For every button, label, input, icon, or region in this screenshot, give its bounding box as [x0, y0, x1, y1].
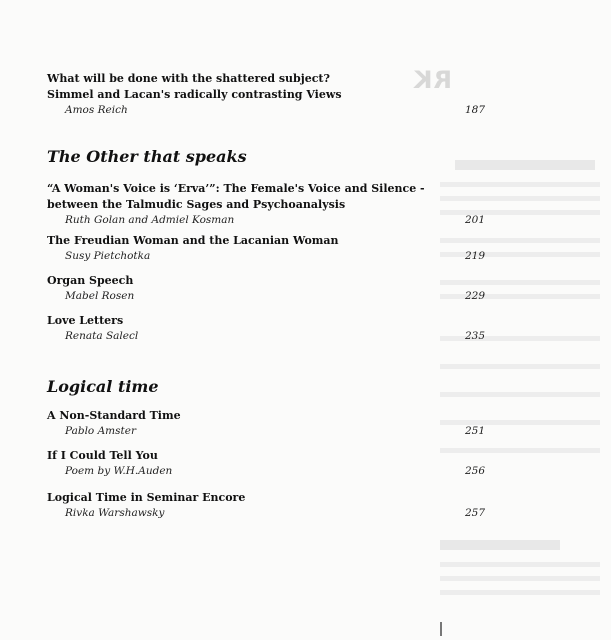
show-through-block — [440, 280, 600, 285]
entry-page-number: 235 — [464, 330, 485, 342]
show-through-block — [440, 540, 560, 550]
show-through-block — [440, 364, 600, 369]
entry-page-number: 229 — [464, 290, 485, 302]
entry-title: A Non-Standard Time — [47, 409, 181, 422]
toc-entry — [47, 490, 485, 520]
entry-page-number: 201 — [464, 214, 485, 226]
entry-title: What will be done with the shattered subject? Simmel and Lacan's radically contrasting Views — [47, 72, 342, 101]
toc-entry — [47, 71, 485, 117]
entry-page-number: 251 — [464, 425, 485, 437]
page-edge-mark — [440, 622, 442, 636]
show-through-block — [440, 576, 600, 581]
entry-page-number: 256 — [464, 465, 485, 477]
entry-author: Amos Reich — [65, 104, 128, 116]
show-through-block — [440, 562, 600, 567]
entry-author: Poem by W.H.Auden — [65, 465, 173, 477]
show-through-block — [440, 448, 600, 453]
section-heading: The Other that speaks — [47, 147, 247, 166]
toc-entry — [47, 273, 485, 303]
toc-entry — [47, 408, 485, 438]
entry-title: If I Could Tell You — [47, 449, 158, 462]
entry-author: Rivka Warshawsky — [65, 507, 165, 519]
entry-title: The Freudian Woman and the Lacanian Woman — [47, 234, 339, 247]
toc-entry — [47, 448, 485, 478]
entry-page-number: 257 — [464, 507, 485, 519]
entry-author: Renata Salecl — [65, 330, 139, 342]
show-through-block — [455, 160, 595, 170]
entry-title: Love Letters — [47, 314, 124, 327]
entry-title: Logical Time in Seminar Encore — [47, 491, 246, 504]
show-through-block — [440, 182, 600, 187]
entry-author: Pablo Amster — [65, 425, 136, 437]
entry-page-number: 187 — [464, 104, 485, 116]
entry-title: Organ Speech — [47, 274, 134, 287]
section-heading: Logical time — [47, 377, 159, 396]
toc-entry — [47, 233, 485, 263]
show-through-block — [440, 238, 600, 243]
show-through-heading: RK — [412, 66, 452, 94]
entry-author: Mabel Rosen — [65, 290, 135, 302]
show-through-block — [440, 590, 600, 595]
toc-entry — [47, 313, 485, 343]
show-through-block — [440, 392, 600, 397]
toc-entry — [47, 181, 485, 227]
show-through-block — [440, 196, 600, 201]
entry-author: Ruth Golan and Admiel Kosman — [65, 214, 235, 226]
entry-title: “A Woman's Voice is ‘Erva’”: The Female's Voice and Silence - between the Talmudic Sages and Psychoanalysis — [47, 182, 425, 211]
entry-author: Susy Pietchotka — [65, 250, 151, 262]
entry-page-number: 219 — [464, 250, 485, 262]
